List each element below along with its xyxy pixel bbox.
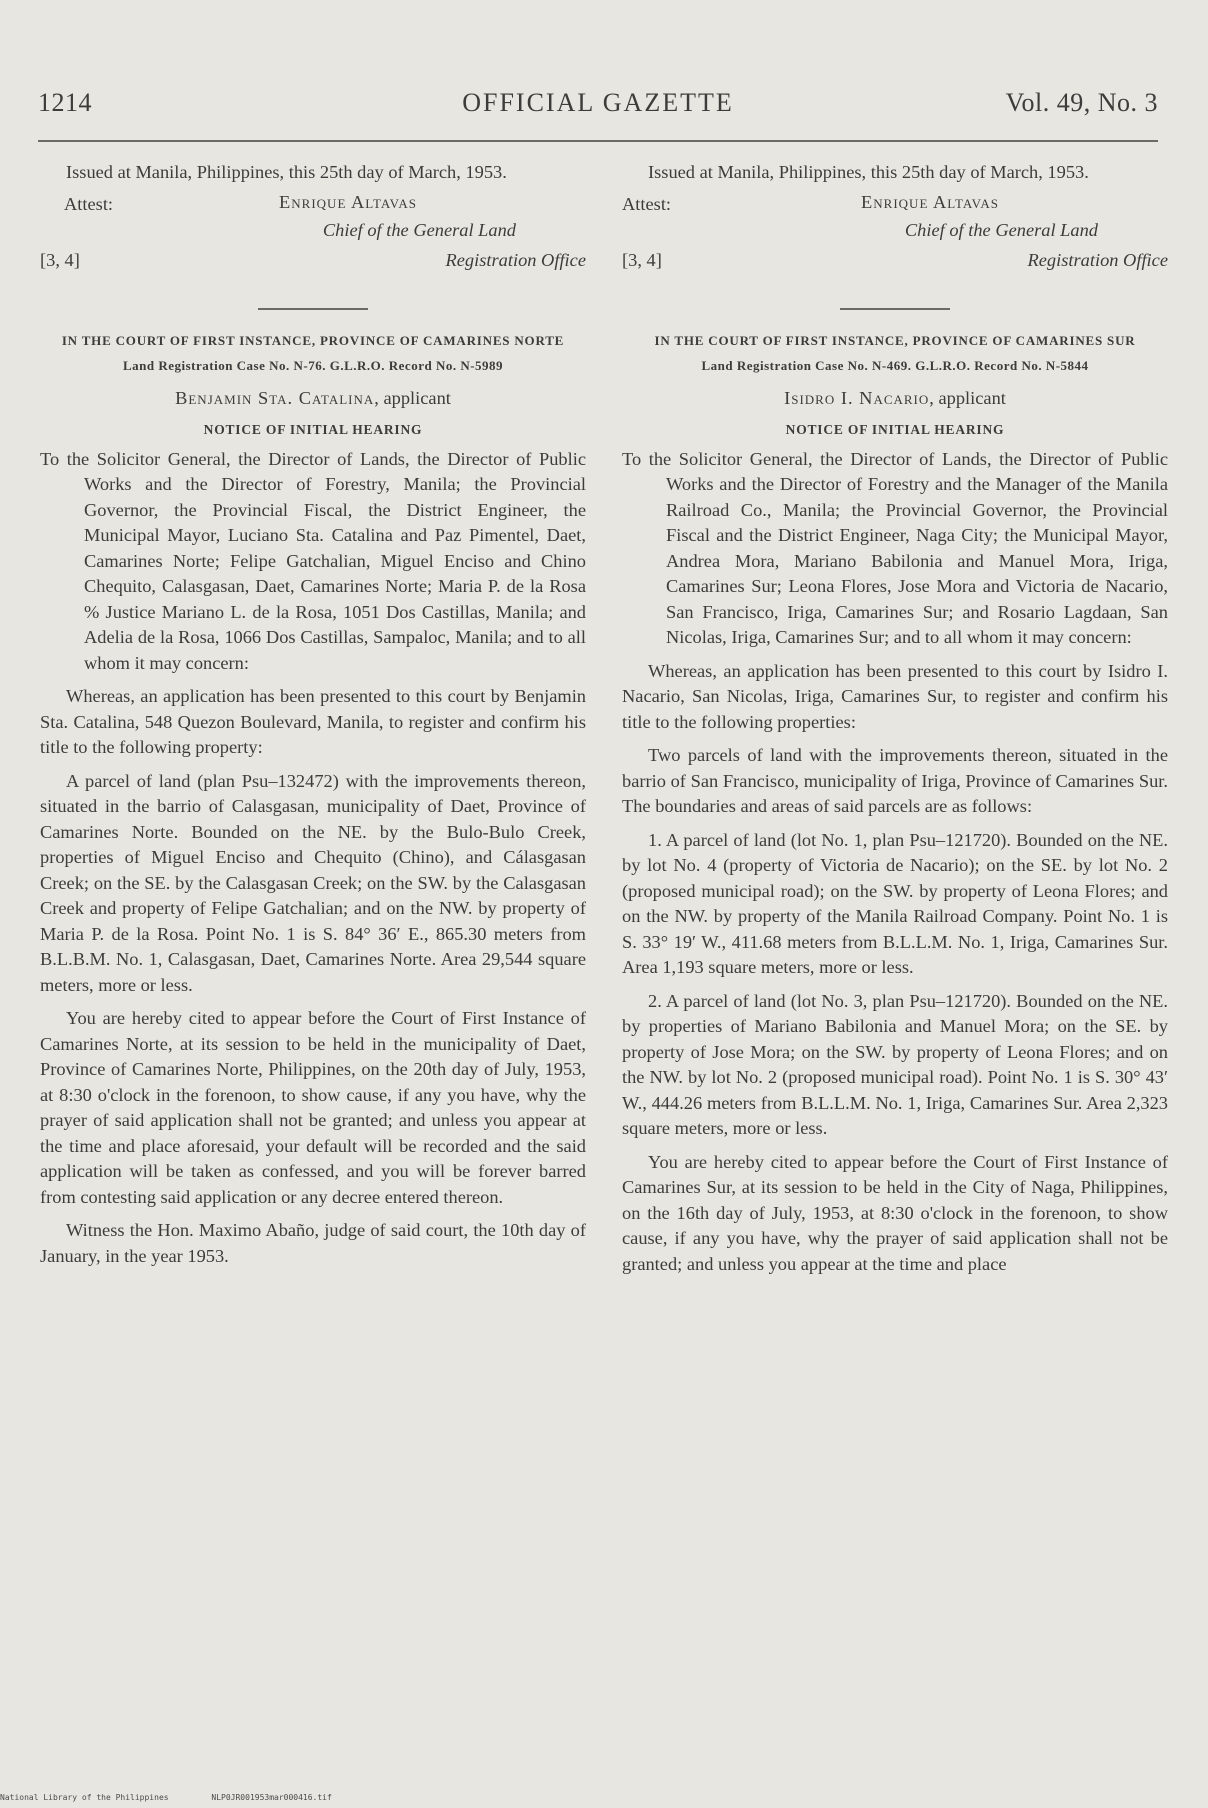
library-credit: National Library of the Philippines <box>0 1793 169 1802</box>
paragraph: Two parcels of land with the improvements thereon, situated in the barrio of San Francisco, municipality of Iriga, Province of Camarines Sur. The boundaries and areas of said parcels are as follows: <box>622 745 1168 816</box>
attest-title-line2: Registration Office <box>1027 249 1168 270</box>
addressees: To the Solicitor General, the Director of Lands, the Director of Public Works and the Director of Forestry, Manila; the Provincial Governor, the Provincial Fiscal, the District Engineer, the Municipal Mayor, Luciano Sta. Catalina and Paz Pimentel, Daet, Camarines Norte; Felipe Gatchalian, Miguel Enciso and Chino Chequito, Calasgasan, Daet, Camarines Norte; Maria P. de la Rosa % Justice Mariano L. de la Rosa, 1051 Dos Castillas, Manila; and Adelia de la Rosa, 1066 Dos Castillas, Sampaloc, Manila; and to all whom it may concern: <box>40 448 586 673</box>
section-divider <box>258 308 368 310</box>
applicant-name: Benjamin Sta. Catalina <box>175 387 375 408</box>
applicant-line <box>622 386 1168 412</box>
paragraph: Whereas, an application has been presented to this court by Isidro I. Nacario, San Nicolas, Iriga, Camarines Sur, to register and confirm his title to the following properties: <box>622 660 1168 732</box>
right-column <box>622 160 1168 1285</box>
attest-label: Attest: <box>64 193 114 214</box>
paragraph: You are hereby cited to appear before the Court of First Instance of Camarines Sur, at its session to be held in the City of Naga, Philippines, on the 16th day of July, 1953, at 8:30 o'clock in the forenoon, to show cause, if any you have, why the prayer of said application shall not be granted; and unless you appear at the time and place <box>622 1151 1168 1274</box>
publication-title: OFFICIAL GAZETTE <box>462 88 734 117</box>
addressees: To the Solicitor General, the Director of Lands, the Director of Public Works and the Director of Forestry and the Manager of the Manila Railroad Co., Manila; the Provincial Governor, the Provincial Fiscal and the District Engineer, Naga City; the Municipal Mayor, Andrea Mora, Mariano Babilonia and Manuel Mora, Iriga, Camarines Sur; Leona Flores, Jose Mora and Victoria de Nacario, San Francisco, Iriga, Camarines Sur; and Rosario Lagdaan, San Nicolas, Iriga, Camarines Sur; and to all whom it may concern: <box>622 448 1168 647</box>
issue-reference: [3, 4] <box>622 249 662 270</box>
case-heading: Land Registration Case No. N-469. G.L.R.O. Record No. N-5844 <box>701 357 1089 373</box>
paragraph: Whereas, an application has been presented to this court by Benjamin Sta. Catalina, 548 Quezon Boulevard, Manila, to register and confirm his title to the following property: <box>40 686 586 757</box>
volume-number: Vol. 49, No. 3 <box>1005 88 1158 117</box>
attest-title-line2: Registration Office <box>445 249 586 270</box>
attest-title-line1: Chief of the General Land <box>904 219 1098 240</box>
applicant-name: Isidro I. Nacario <box>784 387 930 408</box>
issued-line: Issued at Manila, Philippines, this 25th day of March, 1953. <box>648 162 1089 182</box>
left-column <box>40 160 586 1277</box>
paragraph: 2. A parcel of land (lot No. 3, plan Psu–121720). Bounded on the NE. by properties of Mariano Babilonia and Manuel Mora; on the SE. by property of Jose Mora; on the SW. by property of Leona Flores; and on the NW. by lot No. 2 (proposed municipal road). Point No. 1 is S. 30° 43′ W., 444.26 meters from B.L.L.M. No. 1, Iriga, Camarines Sur. Area 2,323 square meters, more or less. <box>622 990 1168 1138</box>
attest-name: Enrique Altavas <box>279 191 417 212</box>
case-heading: Land Registration Case No. N-76. G.L.R.O. Record No. N-5989 <box>122 357 504 373</box>
issued-line: Issued at Manila, Philippines, this 25th day of March, 1953. <box>66 162 507 182</box>
applicant-line <box>40 386 586 412</box>
scan-footer <box>0 1793 370 1802</box>
court-heading: IN THE COURT OF FIRST INSTANCE, PROVINCE OF CAMARINES NORTE <box>61 332 565 348</box>
attestation-block <box>622 190 1168 290</box>
notice-heading: NOTICE OF INITIAL HEARING <box>785 422 1005 437</box>
issue-reference: [3, 4] <box>40 249 80 270</box>
page-header <box>38 88 1158 124</box>
applicant-role: , applicant <box>929 387 1006 408</box>
paragraph: You are hereby cited to appear before the Court of First Instance of Camarines Norte, at its session to be held in the municipality of Daet, Province of Camarines Norte, Philippines, on the 20th day of July, 1953, at 8:30 o'clock in the forenoon, to show cause, if any you have, why the prayer of said application shall not be granted; and unless you appear at the time and place aforesaid, your default will be recorded and the said application will be taken as confessed, and you will be forever barred from contesting said application or any decree entered thereon. <box>40 1008 586 1207</box>
section-divider <box>840 308 950 310</box>
header-rule <box>38 140 1158 142</box>
paragraph: Witness the Hon. Maximo Abaño, judge of said court, the 10th day of January, in the year 1953. <box>40 1220 586 1266</box>
attest-name: Enrique Altavas <box>861 191 999 212</box>
scan-filename: NLP0JR001953mar000416.tif <box>211 1793 332 1802</box>
paragraph: A parcel of land (plan Psu–132472) with the improvements thereon, situated in the barrio of Calasgasan, municipality of Daet, Province of Camarines Norte. Bounded on the NE. by the Bulo-Bulo Creek, properties of Miguel Enciso and Chequito (Chino), and Cálasgasan Creek; on the SE. by the Calasgasan Creek; on the SW. by the Calasgasan Creek and property of Felipe Gatchalian; and on the NW. by property of Maria P. de la Rosa. Point No. 1 is S. 84° 36′ E., 865.30 meters from B.L.B.M. No. 1, Calasgasan, Daet, Camarines Norte. Area 29,544 square meters, more or less. <box>40 770 586 995</box>
attest-label: Attest: <box>622 193 672 214</box>
court-heading: IN THE COURT OF FIRST INSTANCE, PROVINCE OF CAMARINES SUR <box>654 332 1136 348</box>
paragraph: 1. A parcel of land (lot No. 1, plan Psu–121720). Bounded on the NE. by lot No. 4 (property of Victoria de Nacario); on the SE. by lot No. 2 (proposed municipal road); on the SW. by property of Leona Flores; and on the NW. by property of the Manila Railroad Company. Point No. 1 is S. 33° 19′ W., 411.68 meters from B.L.L.M. No. 1, Iriga, Camarines Sur. Area 1,193 square meters, more or less. <box>622 829 1168 977</box>
notice-heading: NOTICE OF INITIAL HEARING <box>203 422 423 437</box>
attestation-block <box>40 190 586 290</box>
page-number: 1214 <box>38 88 92 117</box>
attest-title-line1: Chief of the General Land <box>322 219 516 240</box>
applicant-role: , applicant <box>374 387 451 408</box>
